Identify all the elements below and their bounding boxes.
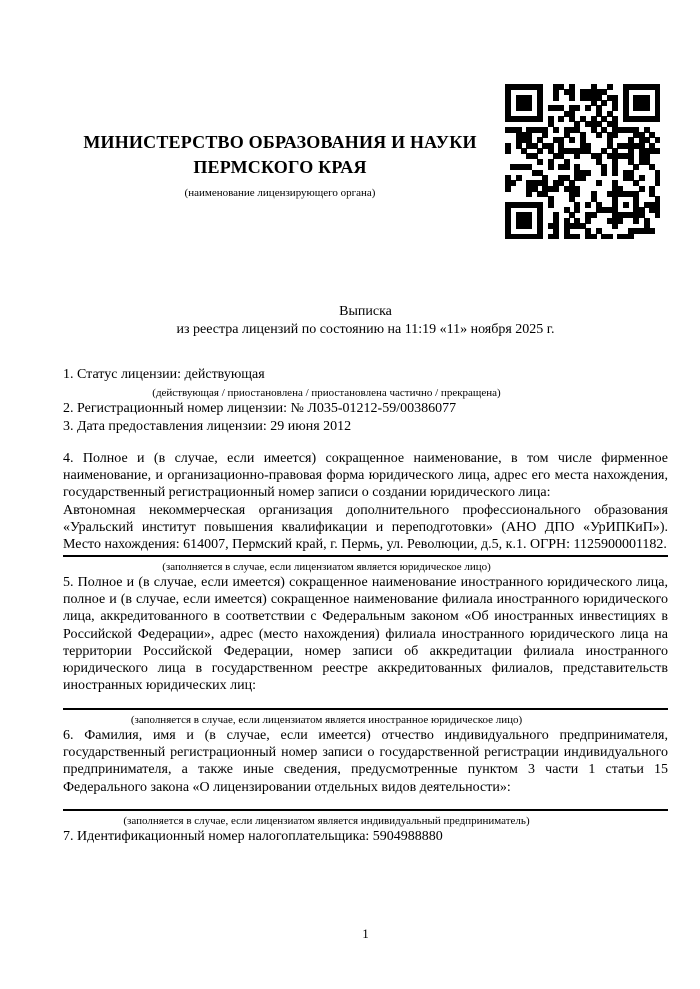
document-body <box>63 366 668 845</box>
item-7-taxpayer-number: 7. Идентификационный номер налогоплательщика: 5904988880 <box>63 828 443 844</box>
item-1-caption: (действующая / приостановлена / приостановлена частично / прекращена) <box>152 387 501 400</box>
item-6-entrepreneur: 6. Фамилия, имя и (в случае, если имеется) отчество индивидуального предпринимателя, государственный регистрационный номер записи о государственной регистрации индивидуального предпринимателя, а также иные сведения, предусмотренные пунктом 3 части 1 статьи 15 Федерального закона «О лицензировании отдельных видов деятельности»: <box>63 727 668 795</box>
item-2-registration-number: 2. Регистрационный номер лицензии: № Л035-01212-59/00386077 <box>63 401 457 417</box>
item-3-license-date: 3. Дата предоставления лицензии: 29 июня 2012 <box>63 418 352 434</box>
item-1-license-status: 1. Статус лицензии: действующая <box>63 367 265 382</box>
page-number: 1 <box>362 926 369 941</box>
item-5-blank-field <box>63 695 668 710</box>
item-5-caption: (заполняется в случае, если лицензиатом является иностранное юридическое лицо) <box>130 713 523 726</box>
title-line1: Выписка <box>339 304 392 319</box>
ministry-caption: (наименование лицензирующего органа) <box>184 187 376 199</box>
item-4-legal-entity-block <box>63 450 668 557</box>
document-title <box>63 303 668 338</box>
item-6-blank-field <box>63 796 668 811</box>
ministry-name-line2: ПЕРМСКОГО КРАЯ <box>193 157 367 177</box>
item-4-label: 4. Полное и (в случае, если имеется) сокращенное наименование, в том числе фирменное наименование, и организационно-правовая форма юридического лица, адрес его места нахождения, государственный регистрационный номер записи о создании юридического лица: <box>63 450 668 501</box>
item-4-value: Автономная некоммерческая организация дополнительного профессионального образования «Уральский институт повышения квалификации и переподготовки» (АНО ДПО «УрИПКиП»). Место нахождения: 614007, Пермский край, г. Пермь, ул. Революции, д.5, к.1. ОГРН: 1125900001182. <box>63 502 668 553</box>
title-line2: из реестра лицензий по состоянию на 11:19 «11» ноября 2025 г. <box>176 321 555 337</box>
item-6-caption: (заполняется в случае, если лицензиатом является индивидуальный предприниматель) <box>123 814 530 827</box>
item-5-foreign-entity: 5. Полное и (в случае, если имеется) сокращенное наименование иностранного юридического лица, полное и (в случае, если имеется) сокращенное наименование филиала иностранного юридического лица, аккредитованного в соответствии с Федеральным законом «Об иностранных инвестициях в Российской Федерации», адрес (место нахождения) филиала иностранного юридического лица на территории Российской Федерации, номер записи об аккредитации филиала иностранного юридического лица в государственном реестре аккредитованных филиалов, представительств иностранных юридических лиц: <box>63 574 668 694</box>
item-4-caption: (заполняется в случае, если лицензиатом является юридическое лицо) <box>162 560 491 573</box>
ministry-name-line1: МИНИСТЕРСТВО ОБРАЗОВАНИЯ И НАУКИ <box>83 132 477 152</box>
qr-code-icon <box>505 84 660 239</box>
licensing-authority-header <box>63 130 497 200</box>
